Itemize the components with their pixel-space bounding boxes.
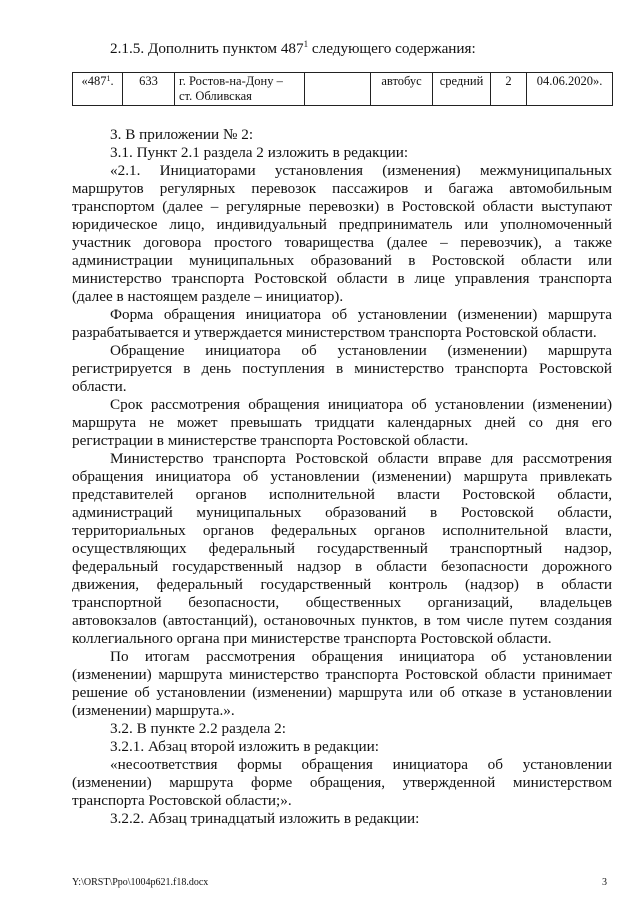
text-line: (изменении) маршрута министерство транспорта Ростовской области принимает [72,666,612,683]
date-cell: 04.06.2020». [527,73,613,106]
text-line: разрабатывается и утверждается министерством транспорта Ростовской области. [72,324,597,341]
text-line: администраций муниципальных образований в Ростовской области, [72,504,612,521]
vehicle-count-cell: 2 [491,73,527,106]
heading-superscript: 1 [303,39,309,49]
text-line: транспортной безопасности, общественных организаций, владельцев [72,594,612,611]
text-line: представителей органов исполнительной власти Ростовской области, [72,486,612,503]
page-number: 3 [602,877,607,888]
text-line: Срок рассмотрения обращения инициатора об установлении (изменении) [110,396,612,413]
text-line: Министерство транспорта Ростовской области вправе для рассмотрения [110,450,612,467]
footer-file-path: Y:\ORST\Ppo\1004p621.f18.docx [72,877,209,888]
text-line: регистрации в министерстве транспорта Ростовской области. [72,432,469,449]
text-line: коллегиального органа при министерстве транспорта Ростовской области. [72,630,552,647]
vehicle-class-cell: средний [433,73,491,106]
text-line: маршрутов регулярных перевозок пассажиров и багажа автомобильным [72,180,612,197]
vehicle-type-cell: автобус [371,73,433,106]
text-line: «несоответствия формы обращения инициатора об установлении [110,756,612,773]
text-line: (изменении) маршрута форме обращения, утвержденной министерством [72,774,612,791]
text-line: транспортом (далее – регулярные перевозки) в Ростовской области выступают [72,198,612,215]
text-line: 3. В приложении № 2: [110,126,254,143]
heading-suffix: следующего содержания: [308,40,476,57]
text-line: 3.2.2. Абзац тринадцатый изложить в редакции: [110,810,420,827]
text-line: автовокзалов (автостанций), остановочных пунктов, в том числе путем создания [72,612,612,629]
text-line: движения, федеральный государственный контроль (надзор) в области [72,576,612,593]
clause-heading [110,40,476,58]
text-line: (изменении) маршрута.». [72,702,235,719]
text-line: решение об установлении (изменении) маршрута или об отказе в установлении [72,684,612,701]
route-table [72,72,613,106]
route-name-cell: г. Ростов-на-Дону – ст. Обливская [175,73,305,106]
text-line: регистрируется в день поступления в министерство транспорта Ростовской [72,360,612,377]
registration-number-cell: 633 [123,73,175,106]
text-line: транспорта Ростовской области;». [72,792,292,809]
text-line: «2.1. Инициаторами установления (изменения) межмуниципальных [110,162,612,179]
text-line: 3.1. Пункт 2.1 раздела 2 изложить в редакции: [110,144,409,161]
text-line: Обращение инициатора об установлении (изменении) маршрута [110,342,612,359]
text-line: 3.2. В пункте 2.2 раздела 2: [110,720,286,737]
text-line: По итогам рассмотрения обращения инициатора об установлении [110,648,612,665]
text-line: администрации муниципальных образований в Ростовской области или [72,252,612,269]
text-line: обращения инициатора об установлении (изменении) маршрута привлекать [72,468,612,485]
text-line: федеральный государственный надзор в области безопасности дорожного [72,558,612,575]
heading-text: 2.1.5. Дополнить пунктом 487 [110,40,304,57]
text-line: юридическое лицо, индивидуальный предприниматель или уполномоченный [72,216,612,233]
empty-cell [305,73,371,106]
text-line: осуществляющих федеральный государственный транспортный надзор, [72,540,612,557]
text-line: участник договора простого товарищества (далее – перевозчик), а также [72,234,612,251]
route-number-cell: «$487^1$. [73,73,123,106]
text-line: области. [72,378,127,395]
text-line: территориальных органов федеральных органов исполнительной власти, [72,522,612,539]
text-line: 3.2.1. Абзац второй изложить в редакции: [110,738,379,755]
text-line: маршрута не может превышать тридцати календарных дней со дня его [72,414,612,431]
table-row [73,73,613,106]
text-line: Форма обращения инициатора об установлении (изменении) маршрута [110,306,612,323]
text-line: (далее в настоящем разделе – инициатор). [72,288,344,305]
text-line: министерство транспорта Ростовской области в лице управления транспорта [72,270,612,287]
